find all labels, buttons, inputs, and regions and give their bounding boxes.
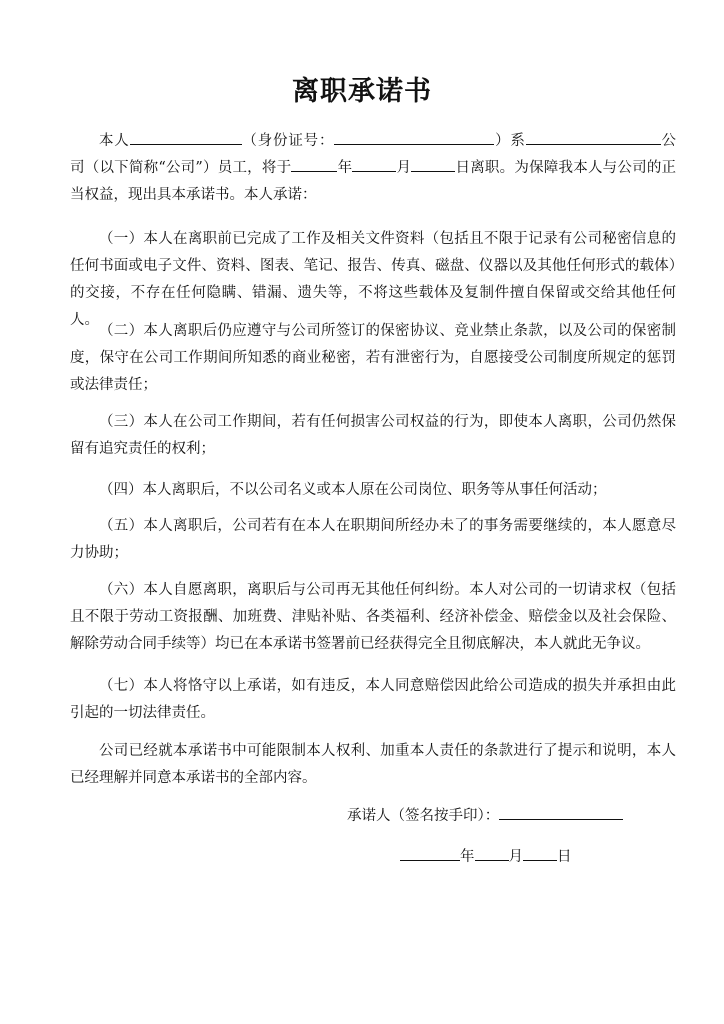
sign-day-blank[interactable] [523, 845, 557, 861]
signature-blank[interactable] [499, 804, 623, 820]
leave-year-blank[interactable] [291, 156, 337, 172]
intro-text-day: 日离职。为保障我本人与公司的正当权益，现出具本承诺书。本人承诺： [70, 160, 677, 203]
intro-text-id: （身份证号： [241, 133, 335, 149]
id-number-blank[interactable] [334, 129, 494, 145]
clause-1-text: （一）本人在离职前已完成了工作及相关文件资料（包括且不限于记录有公司秘密信息的任何书面或电子文件、资料、图表、笔记、报告、传真、磁盘、仪器以及其他任何形式的载体）的交接，不存在任何隐瞒、错漏、遗失等，不将这些载体及复制件擅自保留或交给其他任何人。 [70, 231, 676, 328]
sign-day-label: 日 [557, 849, 572, 865]
clause-2-text: （二）本人离职后仍应遵守与公司所签订的保密协议、竞业禁止条款，以及公司的保密制度，保守在公司工作期间所知悉的商业秘密，若有泄密行为，自愿接受公司制度所规定的惩罚或法律责任； [70, 323, 676, 393]
clause-5 [70, 513, 676, 567]
sign-month-label: 月 [508, 849, 523, 865]
clause-7 [70, 673, 676, 727]
sign-month-blank[interactable] [475, 845, 509, 861]
acknowledgement-text: 公司已经就本承诺书中可能限制本人权利、加重本人责任的条款进行了提示和说明，本人已经理解并同意本承诺书的全部内容。 [70, 743, 676, 786]
clause-6 [70, 577, 676, 658]
acknowledgement-paragraph [70, 738, 676, 792]
clause-4-text: （四）本人离职后，不以公司名义或本人原在公司岗位、职务等从事任何活动； [99, 482, 607, 498]
signature-date-line [400, 845, 572, 869]
intro-paragraph [70, 128, 676, 209]
sign-year-label: 年 [460, 849, 475, 865]
clause-5-text: （五）本人离职后，公司若有在本人在职期间所经办未了的事务需要继续的，本人愿意尽力协助； [70, 518, 676, 561]
intro-text-year: 年 [337, 160, 353, 176]
clause-7-text: （七）本人将恪守以上承诺，如有违反，本人同意赔偿因此给公司造成的损失并承担由此引起的一切法律责任。 [70, 678, 676, 721]
leave-day-blank[interactable] [411, 156, 455, 172]
document-title: 离职承诺书 [292, 76, 432, 107]
intro-text-self: 本人 [99, 133, 130, 149]
intro-text-company: 公 [660, 133, 677, 149]
signature-line [347, 804, 623, 828]
signature-label: 承诺人（签名按手印）： [347, 808, 500, 824]
clause-4 [70, 477, 676, 504]
sign-year-blank[interactable] [400, 845, 460, 861]
clause-6-text: （六）本人自愿离职，离职后与公司再无其他任何纠纷。本人对公司的一切请求权（包括且不限于劳动工资报酬、加班费、津贴补贴、各类福利、经济补偿金、赔偿金以及社会保险、解除劳动合同手续等）均已在本承诺书签署前已经获得完全且彻底解决，本人就此无争议。 [70, 582, 676, 652]
intro-text-month: 月 [396, 160, 412, 176]
clause-3-text: （三）本人在公司工作期间，若有任何损害公司权益的行为，即使本人离职，公司仍然保留有追究责任的权利； [70, 414, 676, 457]
clause-2 [70, 318, 676, 399]
leave-month-blank[interactable] [352, 156, 396, 172]
name-blank[interactable] [130, 129, 242, 145]
company-blank[interactable] [526, 129, 661, 145]
intro-text-employee: 司（以下简称“公司”）员工，将于 [70, 160, 292, 176]
intro-text-of: ）系 [494, 133, 526, 149]
clause-3 [70, 409, 676, 463]
